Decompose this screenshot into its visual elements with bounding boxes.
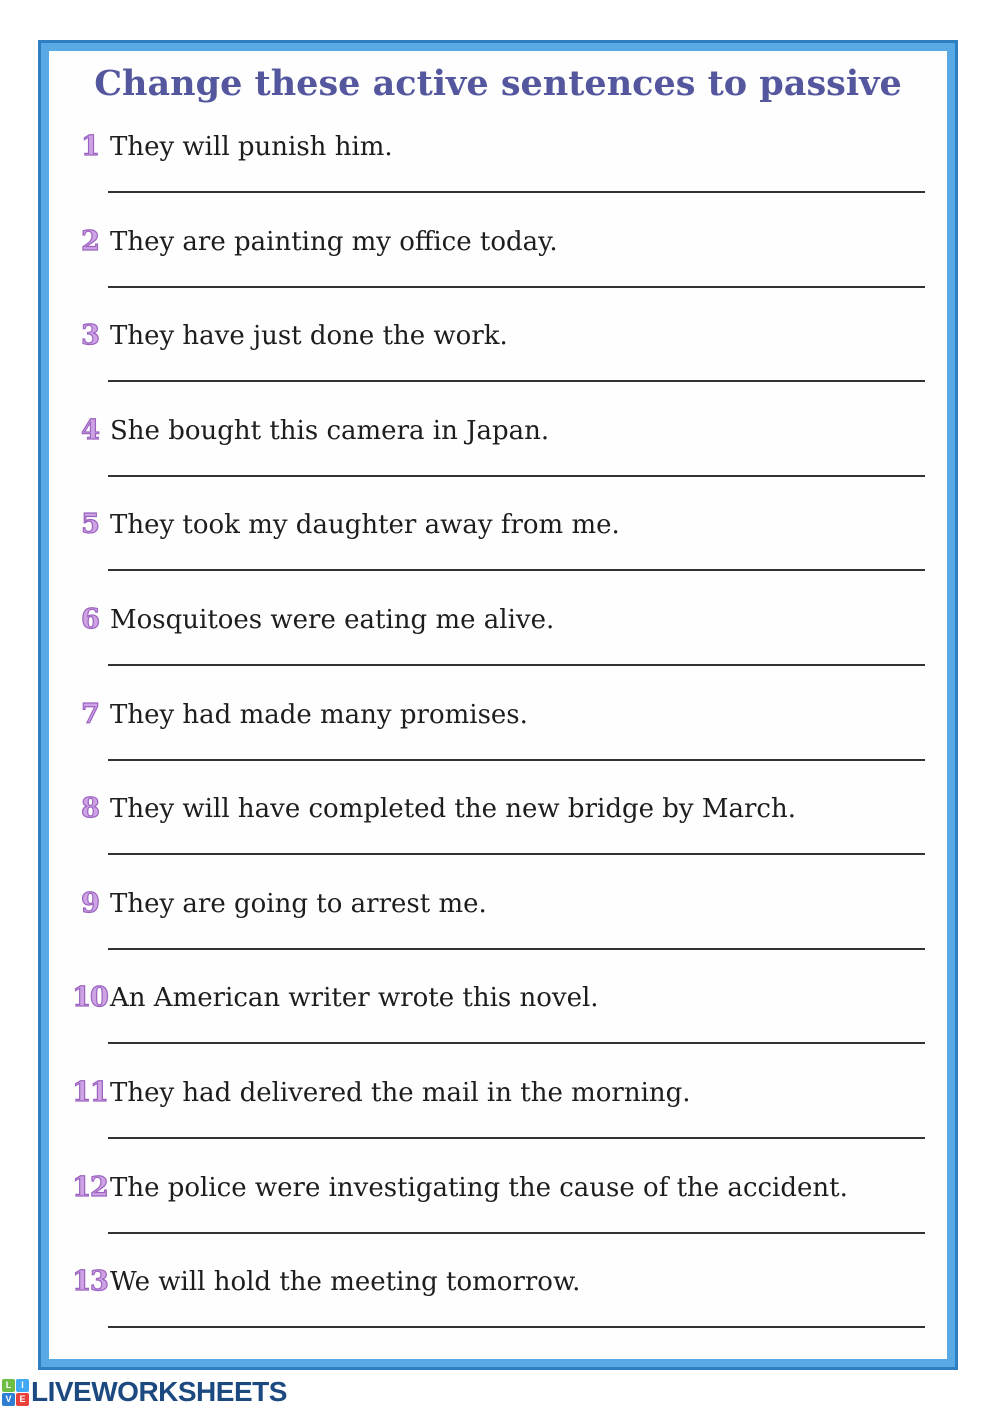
liveworksheets-logo[interactable] [2, 1376, 287, 1408]
worksheet-item [49, 981, 947, 1076]
answer-line[interactable] [108, 1137, 925, 1139]
item-number: 10 [72, 982, 108, 1014]
worksheet-item [49, 792, 947, 887]
item-number: 11 [72, 1076, 108, 1108]
worksheet-item [49, 414, 947, 509]
item-number: 2 [81, 225, 99, 257]
item-sentence: They are going to arrest me. [110, 888, 487, 919]
sentence-row [71, 1171, 947, 1205]
item-number: 4 [81, 414, 99, 446]
logo-tile-i: I [16, 1379, 29, 1392]
answer-line[interactable] [108, 1326, 925, 1328]
item-sentence: They took my daughter away from me. [110, 510, 620, 541]
sentence-row [71, 887, 947, 921]
item-sentence: Mosquitoes were eating me alive. [110, 604, 555, 635]
item-number: 9 [81, 887, 99, 919]
answer-line[interactable] [108, 853, 925, 855]
answer-line[interactable] [108, 948, 925, 950]
answer-line[interactable] [108, 191, 925, 193]
sentence-row [71, 319, 947, 353]
worksheet-item [49, 508, 947, 603]
liveworksheets-icon [2, 1379, 29, 1406]
worksheet-item [49, 130, 947, 225]
sentence-row [71, 414, 947, 448]
worksheet-item [49, 887, 947, 982]
worksheet-item [49, 1265, 947, 1360]
worksheet-frame [41, 43, 955, 1367]
answer-line[interactable] [108, 1042, 925, 1044]
logo-tile-e: E [16, 1393, 29, 1406]
answer-line[interactable] [108, 569, 925, 571]
item-number: 5 [81, 509, 99, 541]
worksheet-item [49, 698, 947, 793]
item-number: 8 [81, 793, 99, 825]
sentence-row [71, 508, 947, 542]
item-sentence: She bought this camera in Japan. [110, 415, 550, 446]
answer-line[interactable] [108, 380, 925, 382]
logo-tile-v: V [2, 1393, 15, 1406]
item-sentence: An American writer wrote this novel. [110, 983, 599, 1014]
worksheet-item [49, 1171, 947, 1266]
item-sentence: They are painting my office today. [110, 226, 558, 257]
worksheet-item [49, 1076, 947, 1171]
sentence-row [71, 603, 947, 637]
answer-line[interactable] [108, 286, 925, 288]
logo-tile-l: L [2, 1379, 15, 1392]
worksheet-item [49, 603, 947, 698]
item-sentence: They had delivered the mail in the morning. [110, 1077, 691, 1108]
sentence-row [71, 1265, 947, 1299]
items-list [49, 130, 947, 1360]
worksheet-item [49, 225, 947, 320]
item-sentence: They had made many promises. [110, 699, 528, 730]
sentence-row [71, 130, 947, 164]
sentence-row [71, 792, 947, 826]
item-number: 3 [81, 320, 99, 352]
item-sentence: They will punish him. [110, 132, 393, 162]
answer-line[interactable] [108, 1232, 925, 1234]
item-sentence: We will hold the meeting tomorrow. [110, 1267, 581, 1298]
item-sentence: They have just done the work. [110, 321, 508, 352]
answer-line[interactable] [108, 759, 925, 761]
item-number: 1 [81, 131, 99, 162]
sentence-row [71, 698, 947, 732]
item-number: 7 [81, 698, 99, 730]
brand-wordmark: LIVEWORKSHEETS [31, 1376, 287, 1407]
item-number: 13 [72, 1266, 108, 1298]
item-number: 12 [72, 1171, 108, 1203]
sentence-row [71, 981, 947, 1015]
answer-line[interactable] [108, 475, 925, 477]
worksheet-item [49, 319, 947, 414]
item-number: 6 [81, 603, 99, 635]
sentence-row [71, 1076, 947, 1110]
answer-line[interactable] [108, 664, 925, 666]
sentence-row [71, 225, 947, 259]
item-sentence: They will have completed the new bridge by March. [110, 794, 796, 825]
item-sentence: The police were investigating the cause of the accident. [110, 1172, 848, 1203]
page-title: Change these active sentences to passive [94, 63, 902, 104]
